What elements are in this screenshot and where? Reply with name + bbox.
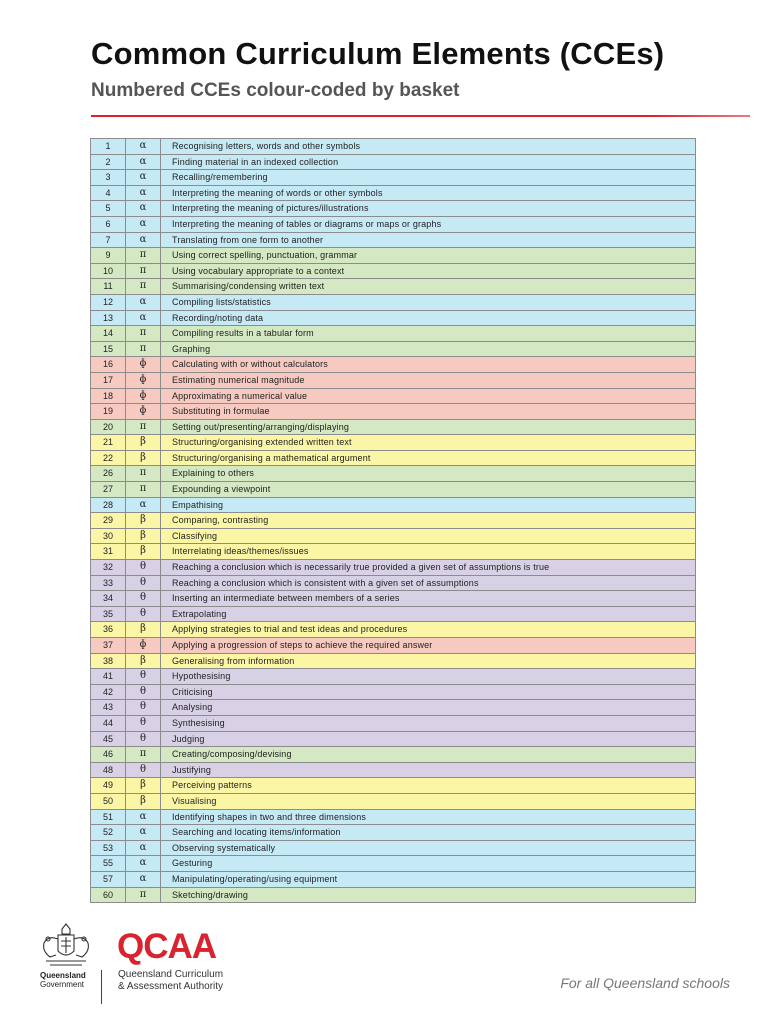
cce-number: 11 [91,279,126,295]
table-row [91,185,696,201]
table-row [91,388,696,404]
cce-number: 3 [91,170,126,186]
cce-number: 29 [91,513,126,529]
cce-number: 52 [91,825,126,841]
cce-table-body [91,139,696,903]
cce-number: 22 [91,450,126,466]
cce-number: 10 [91,263,126,279]
cce-table-container [90,138,696,903]
cce-description: Graphing [161,341,696,357]
cce-description: Compiling results in a tabular form [161,326,696,342]
basket-symbol: θ [126,591,161,607]
cce-description: Sketching/drawing [161,887,696,903]
basket-symbol: α [126,216,161,232]
table-row [91,622,696,638]
cce-description: Structuring/organising extended written text [161,435,696,451]
cce-number: 27 [91,482,126,498]
cce-number: 17 [91,372,126,388]
table-row [91,404,696,420]
qcaa-logo: QCAA [117,927,217,966]
table-row [91,357,696,373]
cce-number: 12 [91,294,126,310]
cce-number: 48 [91,762,126,778]
cce-description: Generalising from information [161,653,696,669]
table-row [91,762,696,778]
cce-description: Reaching a conclusion which is necessarily true provided a given set of assumptions is true [161,560,696,576]
table-row [91,294,696,310]
basket-symbol: α [126,185,161,201]
cce-number: 38 [91,653,126,669]
basket-symbol: α [126,201,161,217]
qcaa-name-line-1: Queensland Curriculum [118,969,224,980]
basket-symbol: θ [126,669,161,685]
cce-number: 60 [91,887,126,903]
table-row [91,170,696,186]
cce-description: Hypothesising [161,669,696,685]
cce-description: Applying strategies to trial and test ideas and procedures [161,622,696,638]
basket-symbol: β [126,793,161,809]
cce-description: Empathising [161,497,696,513]
cce-number: 42 [91,684,126,700]
cce-description: Finding material in an indexed collection [161,154,696,170]
basket-symbol: α [126,809,161,825]
cce-description: Gesturing [161,856,696,872]
qld-name-text: Queensland [40,971,86,980]
table-row [91,139,696,155]
basket-symbol: θ [126,560,161,576]
table-row [91,341,696,357]
cce-number: 15 [91,341,126,357]
queensland-crest-icon [36,921,96,969]
table-row [91,700,696,716]
cce-description: Recalling/remembering [161,170,696,186]
qld-gov-text: Government [40,980,85,989]
basket-symbol: π [126,263,161,279]
cce-description: Justifying [161,762,696,778]
basket-symbol: α [126,310,161,326]
cce-description: Recognising letters, words and other symbols [161,139,696,155]
basket-symbol: ɸ [126,388,161,404]
table-row [91,669,696,685]
table-row [91,310,696,326]
basket-symbol: π [126,747,161,763]
cce-description: Perceiving patterns [161,778,696,794]
table-row [91,232,696,248]
table-row [91,840,696,856]
table-row [91,216,696,232]
cce-number: 28 [91,497,126,513]
basket-symbol: π [126,248,161,264]
table-row [91,528,696,544]
table-row [91,606,696,622]
cce-description: Reaching a conclusion which is consistent with a given set of assumptions [161,575,696,591]
basket-symbol: β [126,622,161,638]
cce-number: 41 [91,669,126,685]
basket-symbol: α [126,170,161,186]
cce-description: Interpreting the meaning of pictures/illustrations [161,201,696,217]
table-row [91,544,696,560]
basket-symbol: β [126,544,161,560]
cce-description: Extrapolating [161,606,696,622]
cce-description: Calculating with or without calculators [161,357,696,373]
table-row [91,372,696,388]
cce-number: 21 [91,435,126,451]
basket-symbol: α [126,497,161,513]
table-row [91,778,696,794]
cce-description: Interpreting the meaning of tables or diagrams or maps or graphs [161,216,696,232]
cce-description: Identifying shapes in two and three dimensions [161,809,696,825]
table-row [91,731,696,747]
table-row [91,575,696,591]
logo-divider [101,970,102,1004]
table-row [91,450,696,466]
cce-description: Analysing [161,700,696,716]
cce-description: Manipulating/operating/using equipment [161,871,696,887]
basket-symbol: β [126,513,161,529]
queensland-government-logo [40,971,86,989]
cce-number: 6 [91,216,126,232]
cce-description: Summarising/condensing written text [161,279,696,295]
basket-symbol: α [126,825,161,841]
cce-description: Applying a progression of steps to achieve the required answer [161,638,696,654]
basket-symbol: α [126,871,161,887]
cce-description: Searching and locating items/information [161,825,696,841]
cce-description: Comparing, contrasting [161,513,696,529]
basket-symbol: π [126,887,161,903]
basket-symbol: θ [126,731,161,747]
cce-number: 7 [91,232,126,248]
cce-description: Substituting in formulae [161,404,696,420]
cce-number: 53 [91,840,126,856]
cce-description: Classifying [161,528,696,544]
title-divider [91,115,750,117]
table-row [91,825,696,841]
table-row [91,279,696,295]
table-row [91,497,696,513]
cce-description: Structuring/organising a mathematical argument [161,450,696,466]
table-row [91,154,696,170]
basket-symbol: β [126,450,161,466]
table-row [91,482,696,498]
footer-tagline: For all Queensland schools [560,975,730,991]
cce-description: Creating/composing/devising [161,747,696,763]
cce-description: Criticising [161,684,696,700]
cce-description: Using correct spelling, punctuation, grammar [161,248,696,264]
cce-number: 55 [91,856,126,872]
table-row [91,638,696,654]
cce-number: 4 [91,185,126,201]
basket-symbol: β [126,778,161,794]
cce-description: Judging [161,731,696,747]
cce-table [90,138,696,903]
table-row [91,856,696,872]
cce-number: 46 [91,747,126,763]
table-row [91,684,696,700]
basket-symbol: ɸ [126,357,161,373]
cce-description: Synthesising [161,715,696,731]
basket-symbol: α [126,840,161,856]
cce-number: 16 [91,357,126,373]
table-row [91,326,696,342]
cce-description: Compiling lists/statistics [161,294,696,310]
cce-description: Using vocabulary appropriate to a context [161,263,696,279]
cce-description: Interrelating ideas/themes/issues [161,544,696,560]
basket-symbol: α [126,856,161,872]
basket-symbol: θ [126,762,161,778]
basket-symbol: α [126,154,161,170]
cce-description: Expounding a viewpoint [161,482,696,498]
cce-number: 45 [91,731,126,747]
table-row [91,653,696,669]
cce-number: 33 [91,575,126,591]
cce-number: 44 [91,715,126,731]
cce-number: 32 [91,560,126,576]
basket-symbol: θ [126,684,161,700]
cce-number: 35 [91,606,126,622]
cce-number: 36 [91,622,126,638]
cce-number: 13 [91,310,126,326]
qcaa-name-line-2: & Assessment Authority [118,981,224,992]
basket-symbol: π [126,482,161,498]
cce-description: Setting out/presenting/arranging/displaying [161,419,696,435]
cce-number: 50 [91,793,126,809]
cce-number: 26 [91,466,126,482]
basket-symbol: α [126,139,161,155]
basket-symbol: β [126,528,161,544]
table-row [91,513,696,529]
basket-symbol: θ [126,606,161,622]
cce-description: Observing systematically [161,840,696,856]
table-row [91,747,696,763]
cce-description: Recording/noting data [161,310,696,326]
page-title: Common Curriculum Elements (CCEs) [91,36,665,71]
basket-symbol: θ [126,700,161,716]
cce-number: 30 [91,528,126,544]
table-row [91,809,696,825]
table-row [91,435,696,451]
cce-description: Interpreting the meaning of words or other symbols [161,185,696,201]
cce-description: Estimating numerical magnitude [161,372,696,388]
cce-number: 20 [91,419,126,435]
basket-symbol: θ [126,575,161,591]
cce-description: Translating from one form to another [161,232,696,248]
basket-symbol: α [126,232,161,248]
table-row [91,419,696,435]
basket-symbol: β [126,653,161,669]
basket-symbol: π [126,341,161,357]
table-row [91,871,696,887]
basket-symbol: β [126,435,161,451]
cce-number: 19 [91,404,126,420]
cce-number: 43 [91,700,126,716]
table-row [91,560,696,576]
footer [0,915,768,1015]
cce-description: Approximating a numerical value [161,388,696,404]
cce-number: 57 [91,871,126,887]
page-subtitle: Numbered CCEs colour-coded by basket [91,80,460,101]
table-row [91,248,696,264]
cce-number: 2 [91,154,126,170]
cce-description: Inserting an intermediate between members of a series [161,591,696,607]
cce-description: Visualising [161,793,696,809]
basket-symbol: ɸ [126,638,161,654]
table-row [91,591,696,607]
cce-number: 14 [91,326,126,342]
cce-number: 1 [91,139,126,155]
table-row [91,201,696,217]
cce-number: 51 [91,809,126,825]
cce-number: 9 [91,248,126,264]
table-row [91,887,696,903]
basket-symbol: α [126,294,161,310]
basket-symbol: ɸ [126,404,161,420]
basket-symbol: π [126,326,161,342]
cce-description: Explaining to others [161,466,696,482]
table-row [91,466,696,482]
table-row [91,793,696,809]
table-row [91,715,696,731]
cce-number: 18 [91,388,126,404]
table-row [91,263,696,279]
basket-symbol: θ [126,715,161,731]
cce-number: 34 [91,591,126,607]
basket-symbol: π [126,419,161,435]
basket-symbol: π [126,279,161,295]
basket-symbol: π [126,466,161,482]
cce-number: 5 [91,201,126,217]
basket-symbol: ɸ [126,372,161,388]
cce-number: 31 [91,544,126,560]
cce-number: 49 [91,778,126,794]
cce-number: 37 [91,638,126,654]
